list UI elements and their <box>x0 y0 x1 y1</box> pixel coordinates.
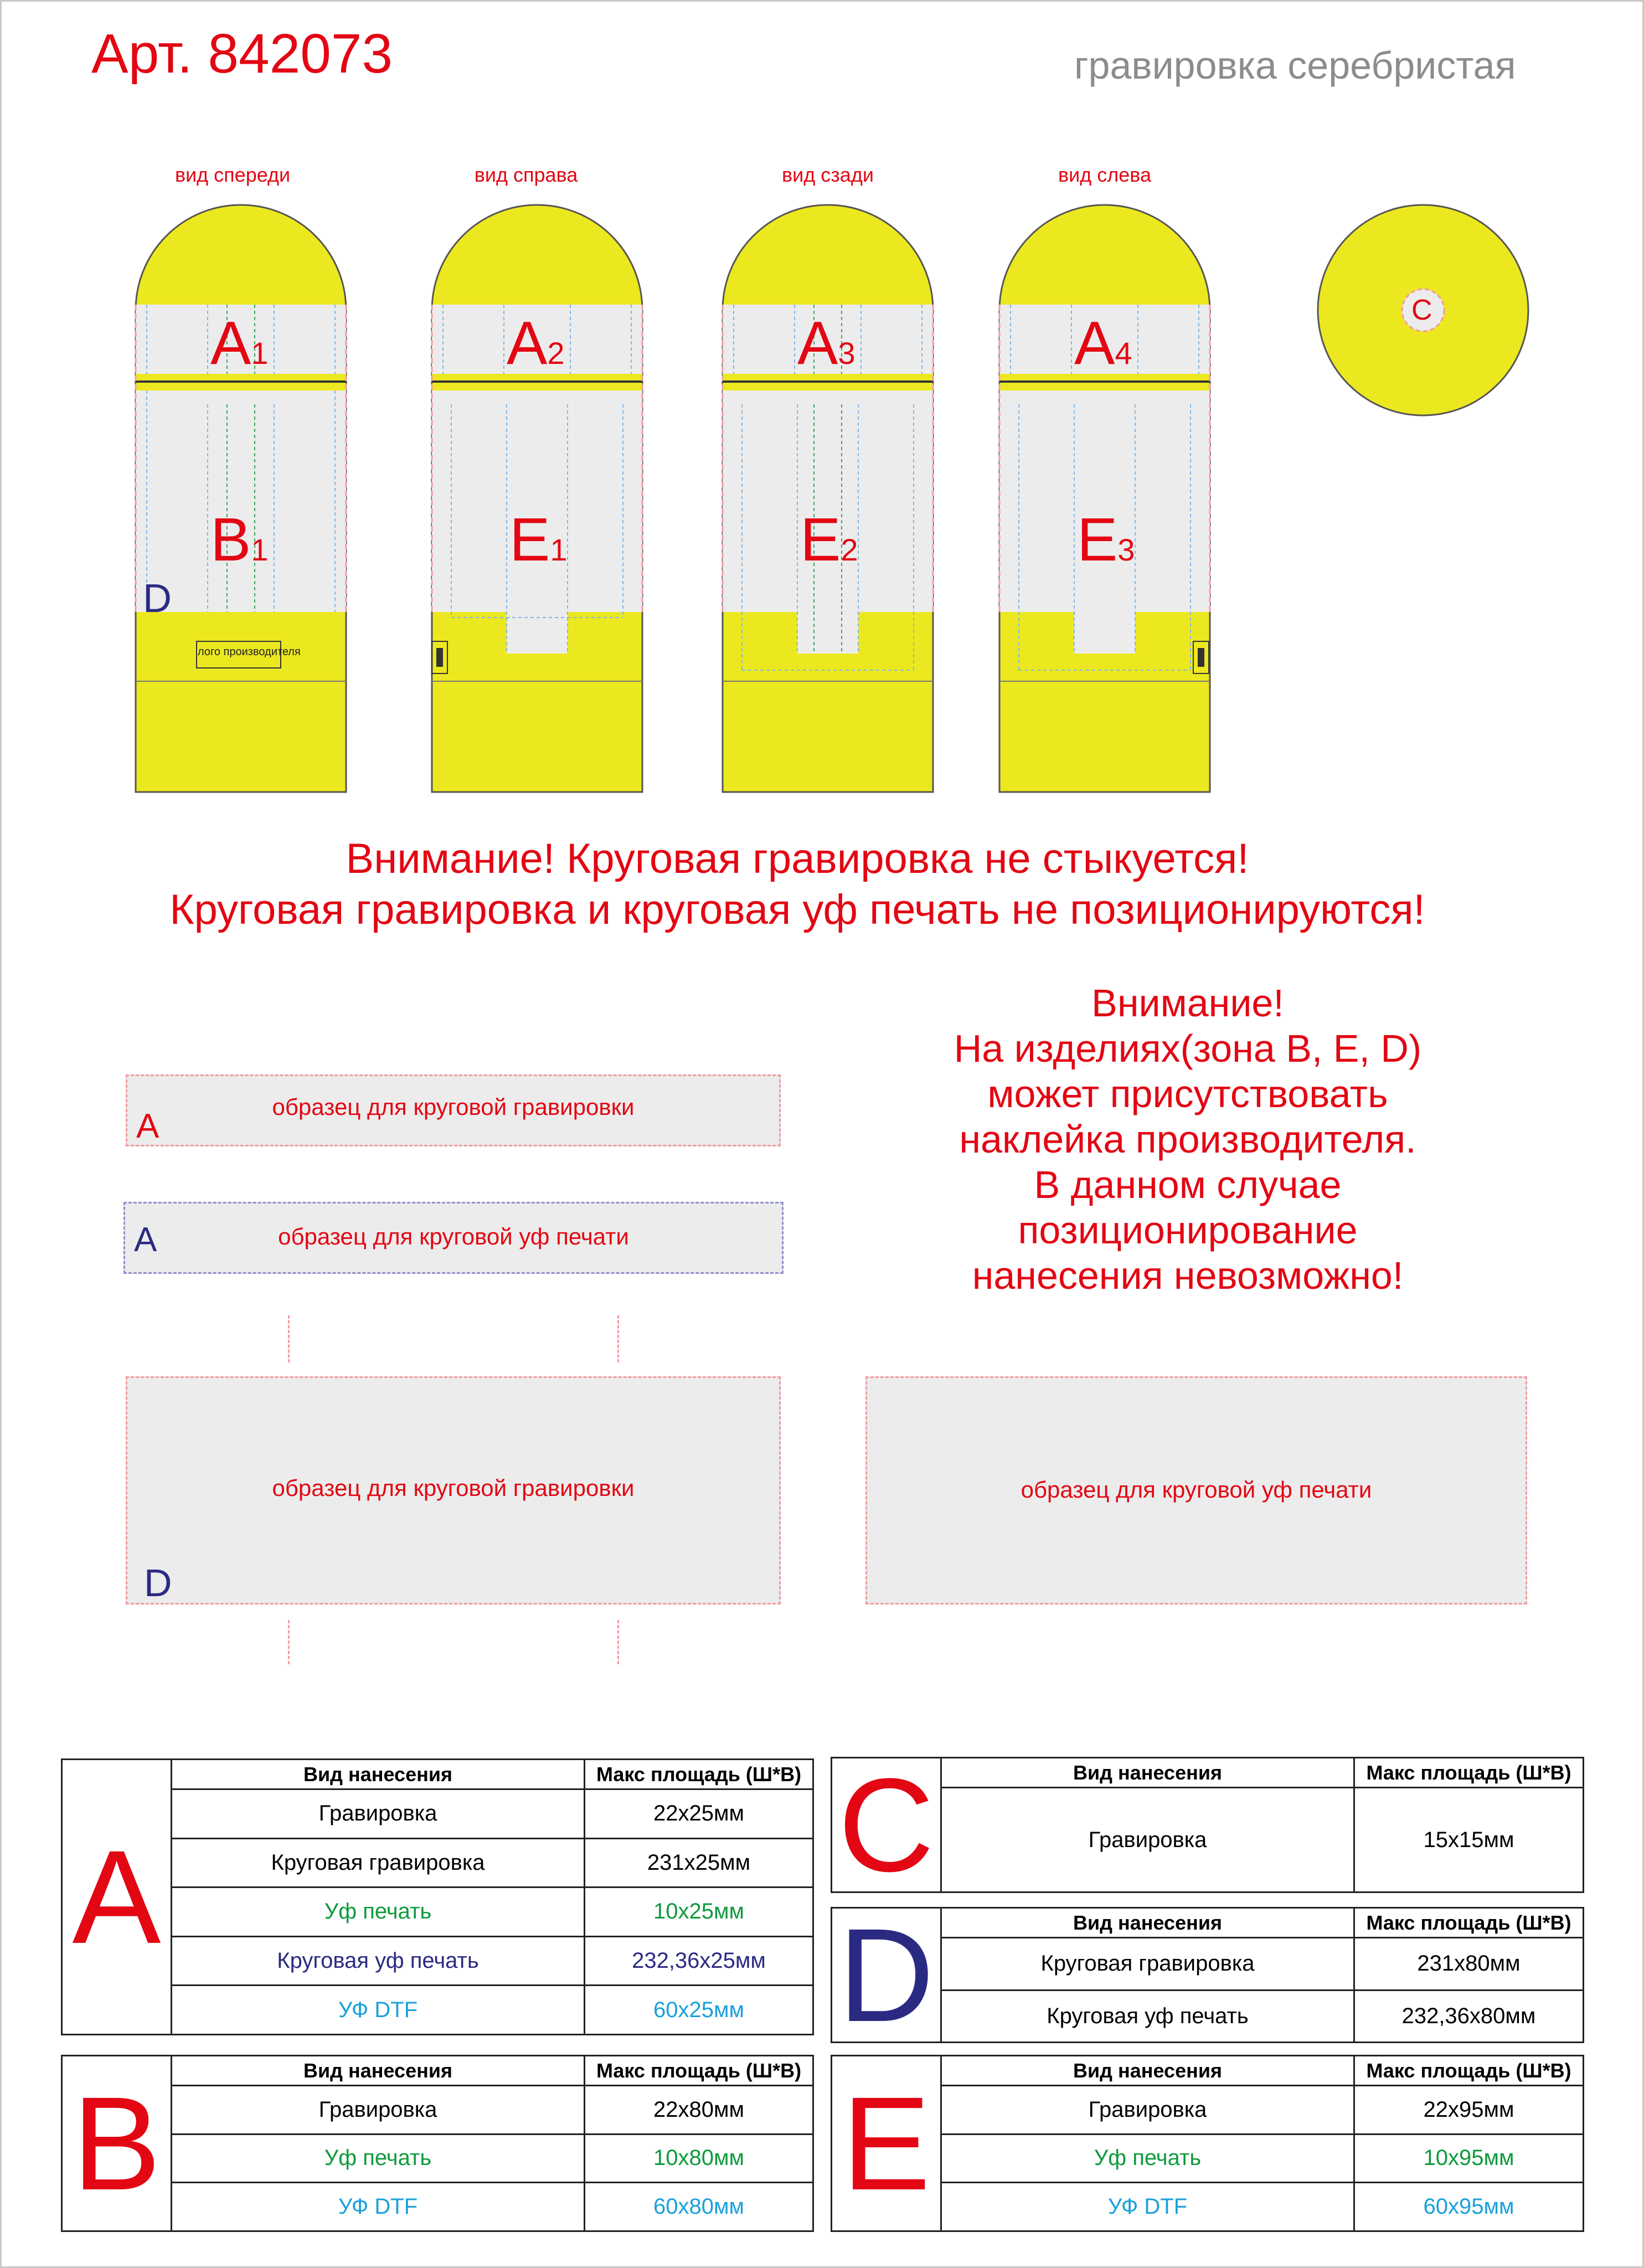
sticker-warning-line: нанесения невозможно! <box>972 1254 1404 1297</box>
zone-label-b1: B1 <box>210 506 269 574</box>
sample-a-engrave <box>126 1074 781 1146</box>
table-row <box>62 2134 813 2183</box>
table-b-letter: B <box>62 2056 172 2231</box>
zone-label-e3: E3 <box>1077 506 1135 574</box>
sample-d-engrave <box>126 1376 781 1604</box>
table-cell-area: 232,36x80мм <box>1354 1990 1584 2043</box>
table-cell-area: 231x80мм <box>1354 1938 1584 1991</box>
table-cell-area: 10x80мм <box>585 2134 813 2183</box>
table-cell-area: 232,36x25мм <box>585 1936 813 1986</box>
manufacturer-logo-label: лого производителя <box>198 646 301 658</box>
right-view-drawing <box>432 205 642 792</box>
guide-line <box>617 1315 619 1362</box>
sample-d-uv-text: образец для круговой уф печати <box>1021 1477 1372 1503</box>
table-cell-method: Гравировка <box>172 2086 585 2135</box>
table-c-letter: C <box>832 1758 941 1892</box>
guide-line <box>288 1315 290 1362</box>
spec-table-d <box>831 1901 1584 2049</box>
sticker-warning <box>886 980 1490 1298</box>
sample-a-uv-letter: A <box>134 1221 157 1259</box>
table-cell-method: Уф печать <box>172 1888 585 1937</box>
method-subtitle: гравировка серебристая <box>1074 44 1516 87</box>
table-cell-method: Уф печать <box>941 2134 1354 2183</box>
table-header-method: Вид нанесения <box>172 1760 585 1789</box>
table-row <box>832 2183 1584 2231</box>
table-row <box>832 1990 1584 2043</box>
sample-a-uv-text: образец для круговой уф печати <box>278 1223 629 1249</box>
table-row <box>62 1888 813 1937</box>
table-row <box>62 1936 813 1986</box>
view-label-front: вид спереди <box>174 163 291 186</box>
table-cell-area: 60x25мм <box>585 1986 813 2035</box>
table-cell-method: Гравировка <box>941 2086 1354 2135</box>
spec-table-e <box>831 2055 1584 2232</box>
product-views <box>0 0 1644 803</box>
back-view-drawing <box>723 205 933 792</box>
guide-line <box>288 1620 290 1664</box>
sample-a-engrave-text: образец для круговой гравировки <box>272 1094 635 1120</box>
table-row <box>832 2134 1584 2183</box>
view-label-right: вид справа <box>474 163 578 186</box>
table-header-method: Вид нанесения <box>941 1758 1354 1788</box>
table-cell-area: 22x95мм <box>1354 2086 1584 2135</box>
table-cell-area: 60x95мм <box>1354 2183 1584 2231</box>
table-row <box>832 2086 1584 2135</box>
table-cell-method: Гравировка <box>172 1789 585 1839</box>
table-cell-method: Круговая уф печать <box>941 1990 1354 2043</box>
view-label-back: вид сзади <box>782 163 874 186</box>
sample-d-engrave-text: образец для круговой гравировки <box>272 1475 635 1501</box>
sticker-warning-line: позиционирование <box>1018 1208 1358 1252</box>
table-header-method: Вид нанесения <box>941 2056 1354 2086</box>
table-row <box>62 2183 813 2231</box>
front-view-drawing <box>136 205 346 792</box>
zone-label-a3: A3 <box>797 309 856 377</box>
zone-label-c: C <box>1411 294 1432 326</box>
zone-label-e2: E2 <box>800 506 858 574</box>
view-label-left: вид слева <box>1058 163 1151 186</box>
table-header-area: Макс площадь (Ш*В) <box>585 2056 813 2086</box>
sample-a-uv <box>123 1202 784 1274</box>
main-warning-line-2: Круговая гравировка и круговая уф печать не позиционируются! <box>169 886 1425 933</box>
table-d-letter: D <box>832 1908 941 2043</box>
left-view-drawing <box>999 205 1210 792</box>
table-cell-method: Круговая гравировка <box>172 1838 585 1888</box>
table-a-letter: A <box>62 1760 172 2035</box>
zone-label-a2: A2 <box>507 309 565 377</box>
table-header-method: Вид нанесения <box>941 1908 1354 1938</box>
table-header-method: Вид нанесения <box>172 2056 585 2086</box>
table-row <box>832 1788 1584 1892</box>
table-cell-area: 10x95мм <box>1354 2134 1584 2183</box>
table-cell-area: 22x80мм <box>585 2086 813 2135</box>
zone-label-a4: A4 <box>1074 309 1132 377</box>
table-e-letter: E <box>832 2056 941 2231</box>
sticker-warning-line: На изделиях(зона B, E, D) <box>954 1027 1422 1070</box>
table-cell-method: УФ DTF <box>172 1986 585 2035</box>
table-header-area: Макс площадь (Ш*В) <box>1354 2056 1584 2086</box>
table-row <box>62 2086 813 2135</box>
sample-a-engrave-letter: A <box>136 1107 159 1145</box>
article-title: Арт. 842073 <box>91 23 393 85</box>
zone-label-e1: E1 <box>509 506 568 574</box>
table-cell-method: Уф печать <box>172 2134 585 2183</box>
table-row <box>62 1986 813 2035</box>
table-cell-method: Круговая гравировка <box>941 1938 1354 1991</box>
sticker-warning-line: может присутствовать <box>987 1072 1388 1115</box>
sample-d-uv <box>865 1376 1527 1604</box>
table-cell-area: 15x15мм <box>1354 1788 1584 1892</box>
table-cell-area: 231x25мм <box>585 1838 813 1888</box>
table-row <box>62 1838 813 1888</box>
table-row <box>62 1789 813 1839</box>
table-cell-area: 10x25мм <box>585 1888 813 1937</box>
zone-label-d: D <box>143 577 172 621</box>
sample-d-engrave-letter: D <box>144 1561 172 1604</box>
sticker-warning-line: Внимание! <box>1091 981 1284 1025</box>
guide-line <box>617 1620 619 1664</box>
zone-label-a1: A1 <box>210 309 269 377</box>
table-cell-area: 22x25мм <box>585 1789 813 1839</box>
main-warning <box>0 834 1595 935</box>
table-cell-method: УФ DTF <box>172 2183 585 2231</box>
table-header-area: Макс площадь (Ш*В) <box>1354 1908 1584 1938</box>
table-cell-method: Круговая уф печать <box>172 1936 585 1986</box>
table-header-area: Макс площадь (Ш*В) <box>585 1760 813 1789</box>
table-cell-method: УФ DTF <box>941 2183 1354 2231</box>
spec-table-c <box>831 1751 1584 1899</box>
table-cell-area: 60x80мм <box>585 2183 813 2231</box>
table-row <box>832 1938 1584 1991</box>
sticker-warning-line: В данном случае <box>1034 1163 1342 1206</box>
table-cell-method: Гравировка <box>941 1788 1354 1892</box>
spec-table-b <box>61 2055 814 2232</box>
table-header-area: Макс площадь (Ш*В) <box>1354 1758 1584 1788</box>
main-warning-line-1: Внимание! Круговая гравировка не стыкуется! <box>346 835 1249 882</box>
sticker-warning-line: наклейка производителя. <box>959 1118 1416 1161</box>
spec-table-a <box>61 1758 814 2035</box>
